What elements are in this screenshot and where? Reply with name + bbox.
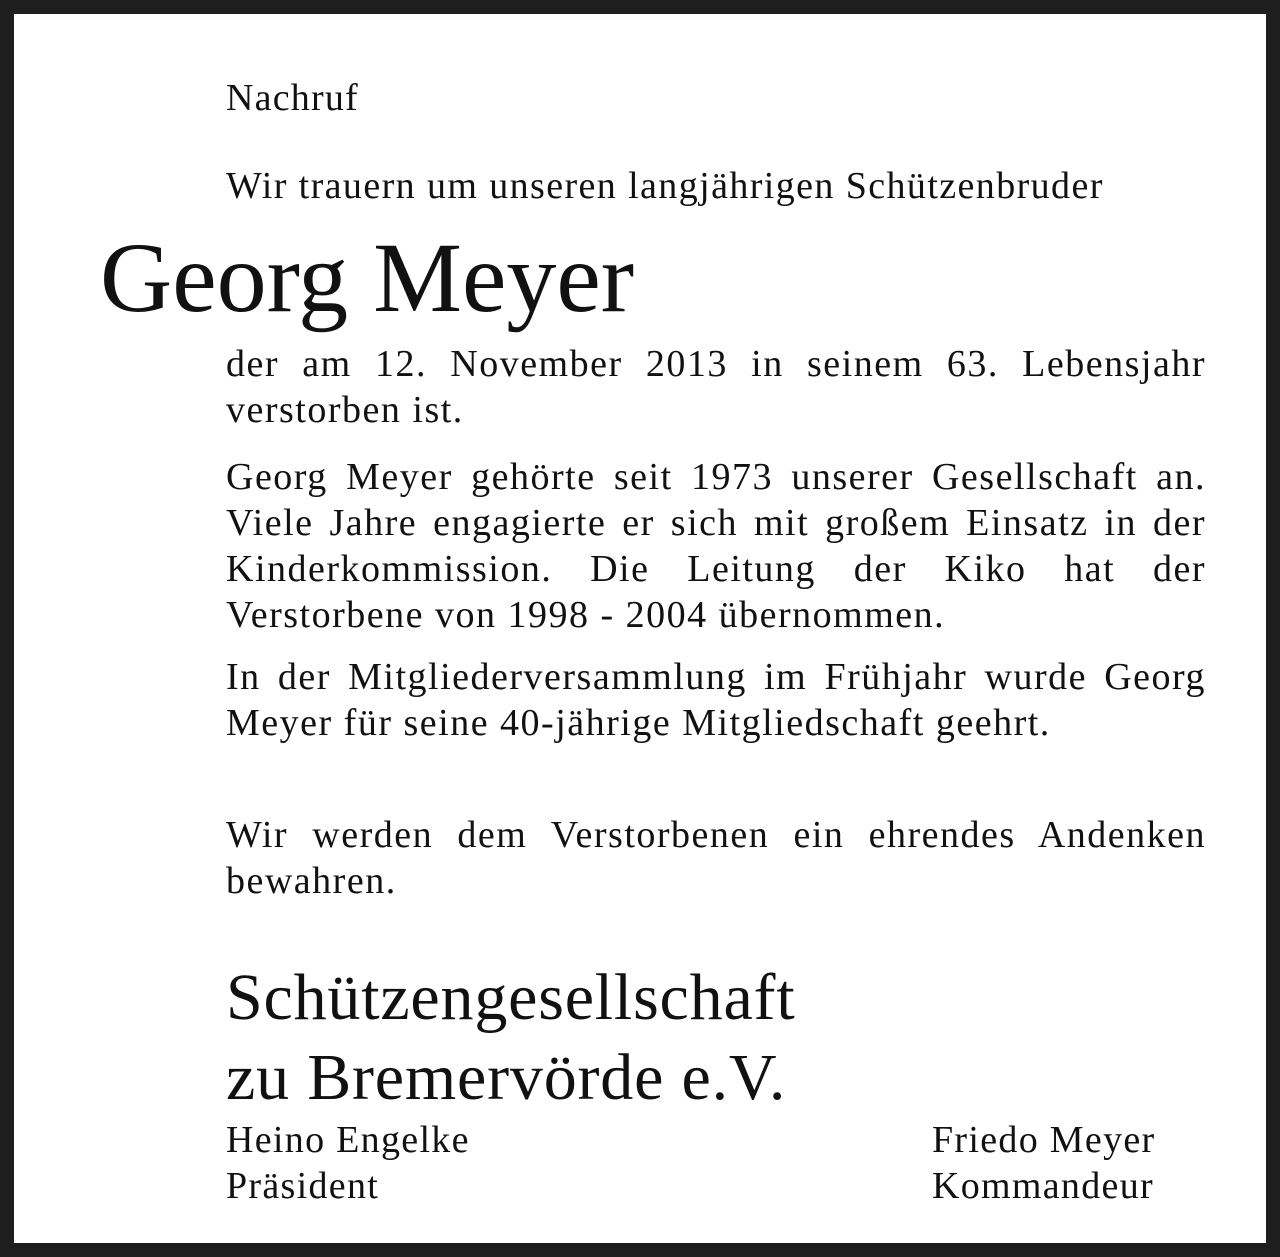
signatory-name: Heino Engelke xyxy=(226,1119,470,1161)
paragraph-membership: Georg Meyer gehörte seit 1973 unserer Gesellschaft an. Viele Jahre engagierte er sich mit großem Einsatz in der Kinderkommission. Die Leitung der Kiko hat der Verstorbene von 1998 - 2004 übernommen. xyxy=(226,456,1206,636)
signatory-title: Kommandeur xyxy=(932,1165,1154,1207)
signatory-title: Präsident xyxy=(226,1165,380,1207)
signatory-president xyxy=(226,1117,470,1209)
paragraph-honor: In der Mitgliederversammlung im Frühjahr wurde Georg Meyer für seine 40-jährige Mitgliedschaft geehrt. xyxy=(226,656,1206,744)
organization-name xyxy=(226,958,795,1118)
organization-line-2: zu Bremervörde e.V. xyxy=(226,1041,787,1114)
organization-line-1: Schützengesellschaft xyxy=(226,961,796,1034)
signatory-name: Friedo Meyer xyxy=(932,1119,1156,1161)
notice-heading: Nachruf xyxy=(226,77,359,119)
paragraph-death-date: der am 12. November 2013 in seinem 63. Lebensjahr verstorben ist. xyxy=(226,343,1206,431)
deceased-name: Georg Meyer xyxy=(100,222,635,333)
intro-line: Wir trauern um unseren langjährigen Schützenbruder xyxy=(226,165,1104,207)
paragraph-remembrance: Wir werden dem Verstorbenen ein ehrendes Andenken bewahren. xyxy=(226,814,1206,902)
signatory-commander xyxy=(932,1117,1156,1209)
